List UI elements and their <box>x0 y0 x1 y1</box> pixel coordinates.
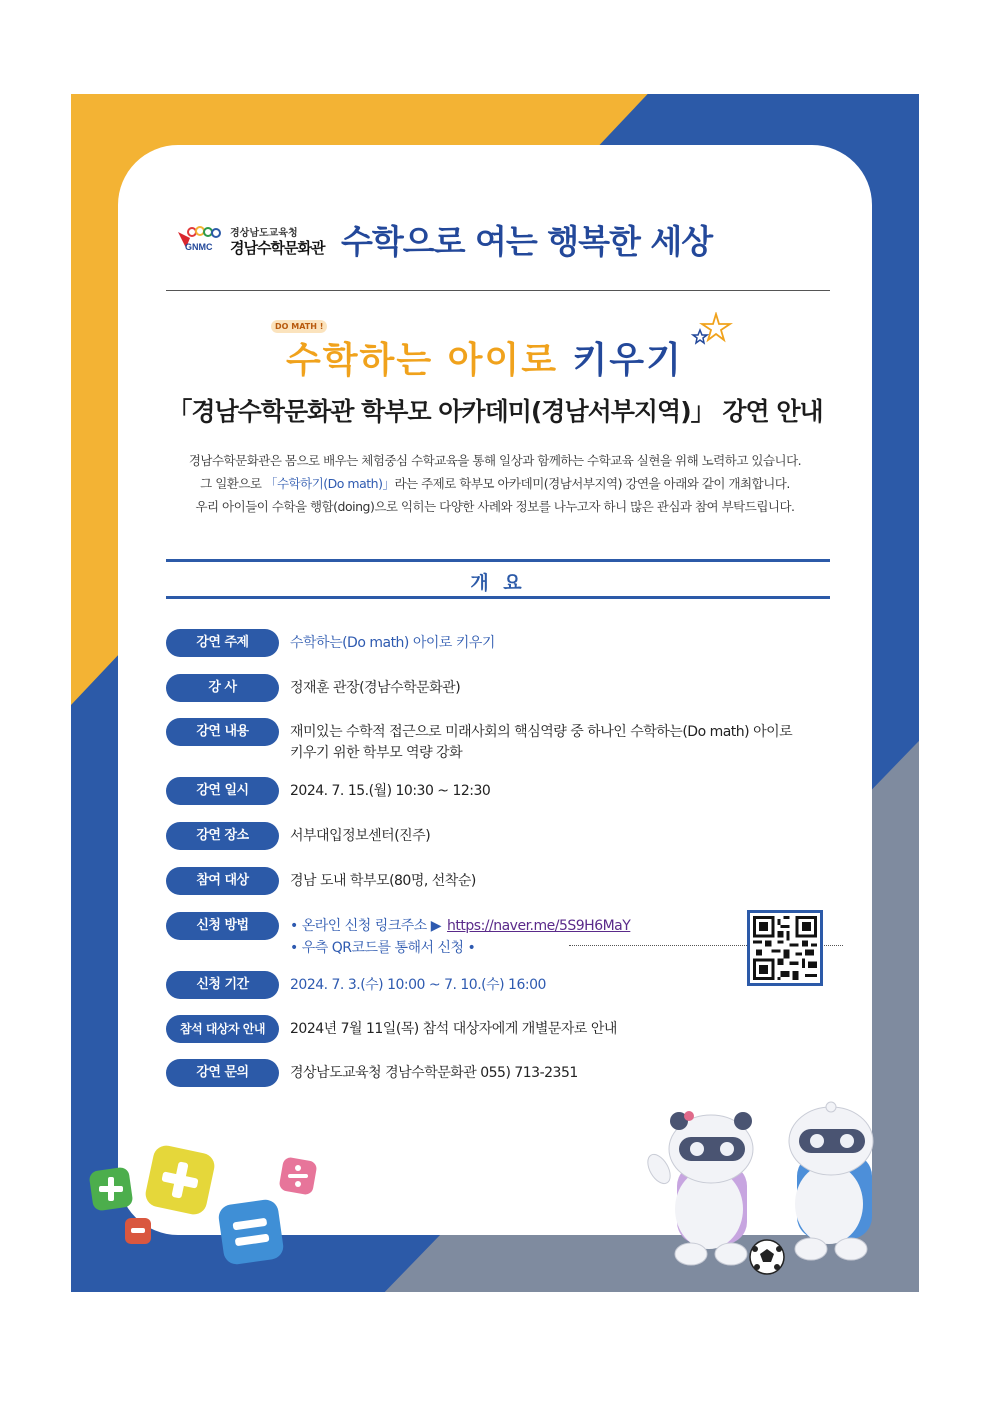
row-value: 2024년 7월 11일(목) 참석 대상자에게 개별문자로 안내 <box>290 1021 617 1037</box>
intro-text <box>131 449 859 518</box>
plus-block-large-icon <box>143 1144 217 1217</box>
minus-block-icon <box>125 1218 151 1244</box>
plus-block-small-icon <box>88 1166 133 1211</box>
row-value-line-2: 키우기 위한 학부모 역량 강화 <box>290 745 463 761</box>
label-pill: 강연 일시 <box>166 777 279 805</box>
math-symbols-icon <box>81 1144 321 1274</box>
row-value-line-1: 재미있는 수학적 접근으로 미래사회의 핵심역량 중 하나인 수학하는(Do math) 아이로 <box>290 724 793 740</box>
gnmc-logo-icon <box>176 226 224 252</box>
label-pill: 강연 문의 <box>166 1059 279 1087</box>
header <box>176 214 736 264</box>
row-value: 정재훈 관장(경남수학문화관) <box>290 680 461 696</box>
star-icon <box>686 312 736 352</box>
catch-part-1: 수학하는 <box>286 340 448 381</box>
label-pill: 참여 대상 <box>166 867 279 895</box>
header-divider <box>166 290 830 291</box>
catch-title <box>286 332 683 383</box>
main-title: 「경남수학문화관 학부모 아카데미(경남서부지역)」 강연 안내 <box>167 397 823 426</box>
logo-name: 경남수학문화관 <box>230 239 325 257</box>
qr-code-icon[interactable] <box>747 910 823 986</box>
apply-qr-label: • 우측 QR코드를 통해서 신청 • <box>290 940 476 956</box>
label-pill: 강연 주제 <box>166 629 279 657</box>
label-pill: 강 사 <box>166 674 279 702</box>
section-title: 개 요 <box>470 572 526 594</box>
catch-part-2: 아이로 <box>447 340 573 381</box>
logo-mark-text: GNMC <box>185 242 213 252</box>
domath-tag: DO MATH ! <box>271 320 327 333</box>
poster <box>71 94 919 1292</box>
mascot-left-icon <box>643 1111 753 1265</box>
row-value: 서부대입정보센터(진주) <box>290 828 431 844</box>
label-pill: 강연 내용 <box>166 718 279 746</box>
apply-link[interactable]: https://naver.me/5S9H6MaY <box>447 918 631 934</box>
row-value: 경남 도내 학부모(80명, 선착순) <box>290 873 476 889</box>
label-pill: 신청 방법 <box>166 912 279 940</box>
equals-block-icon <box>217 1198 285 1266</box>
apply-line-1 <box>290 915 630 935</box>
mascot-right-icon <box>789 1102 873 1260</box>
intro-line-2-pre: 그 일환으로 <box>200 476 265 491</box>
row-value: 2024. 7. 15.(월) 10:30 ~ 12:30 <box>290 783 491 799</box>
intro-line-2 <box>131 472 859 495</box>
logo-org: 경상남도교육청 <box>230 228 298 239</box>
intro-line-3: 우리 아이들이 수학을 행함(doing)으로 익히는 다양한 사례와 정보를 나누고자 하니 많은 관심과 참여 부탁드립니다. <box>195 499 795 514</box>
row-value: 수학하는(Do math) 아이로 키우기 <box>290 635 495 651</box>
soccer-ball-icon <box>750 1240 784 1274</box>
row-value: 경상남도교육청 경남수학문화관 055) 713-2351 <box>290 1065 578 1081</box>
label-pill: 신청 기간 <box>166 971 279 999</box>
divide-block-icon <box>278 1156 317 1195</box>
row-value: 2024. 7. 3.(수) 10:00 ~ 7. 10.(수) 16:00 <box>290 977 546 993</box>
header-title: 수학으로 여는 행복한 세상 <box>341 222 713 261</box>
label-pill: 강연 장소 <box>166 822 279 850</box>
intro-line-1: 경남수학문화관은 몸으로 배우는 체험중심 수학교육을 통해 일상과 함께하는 수학교육 실현을 위해 노력하고 있습니다. <box>188 453 802 468</box>
label-pill: 참석 대상자 안내 <box>166 1015 279 1043</box>
apply-online-label: • 온라인 신청 링크주소 ▶ <box>290 918 442 934</box>
catch-part-3: 키우기 <box>572 340 683 381</box>
mascot-characters-icon <box>639 1099 889 1279</box>
section-header <box>166 559 830 599</box>
intro-line-2-post: 라는 주제로 학부모 아카데미(경남서부지역) 강연을 아래와 같이 개최합니다. <box>394 476 790 491</box>
intro-highlight: 「수학하기(Do math)」 <box>264 476 395 491</box>
